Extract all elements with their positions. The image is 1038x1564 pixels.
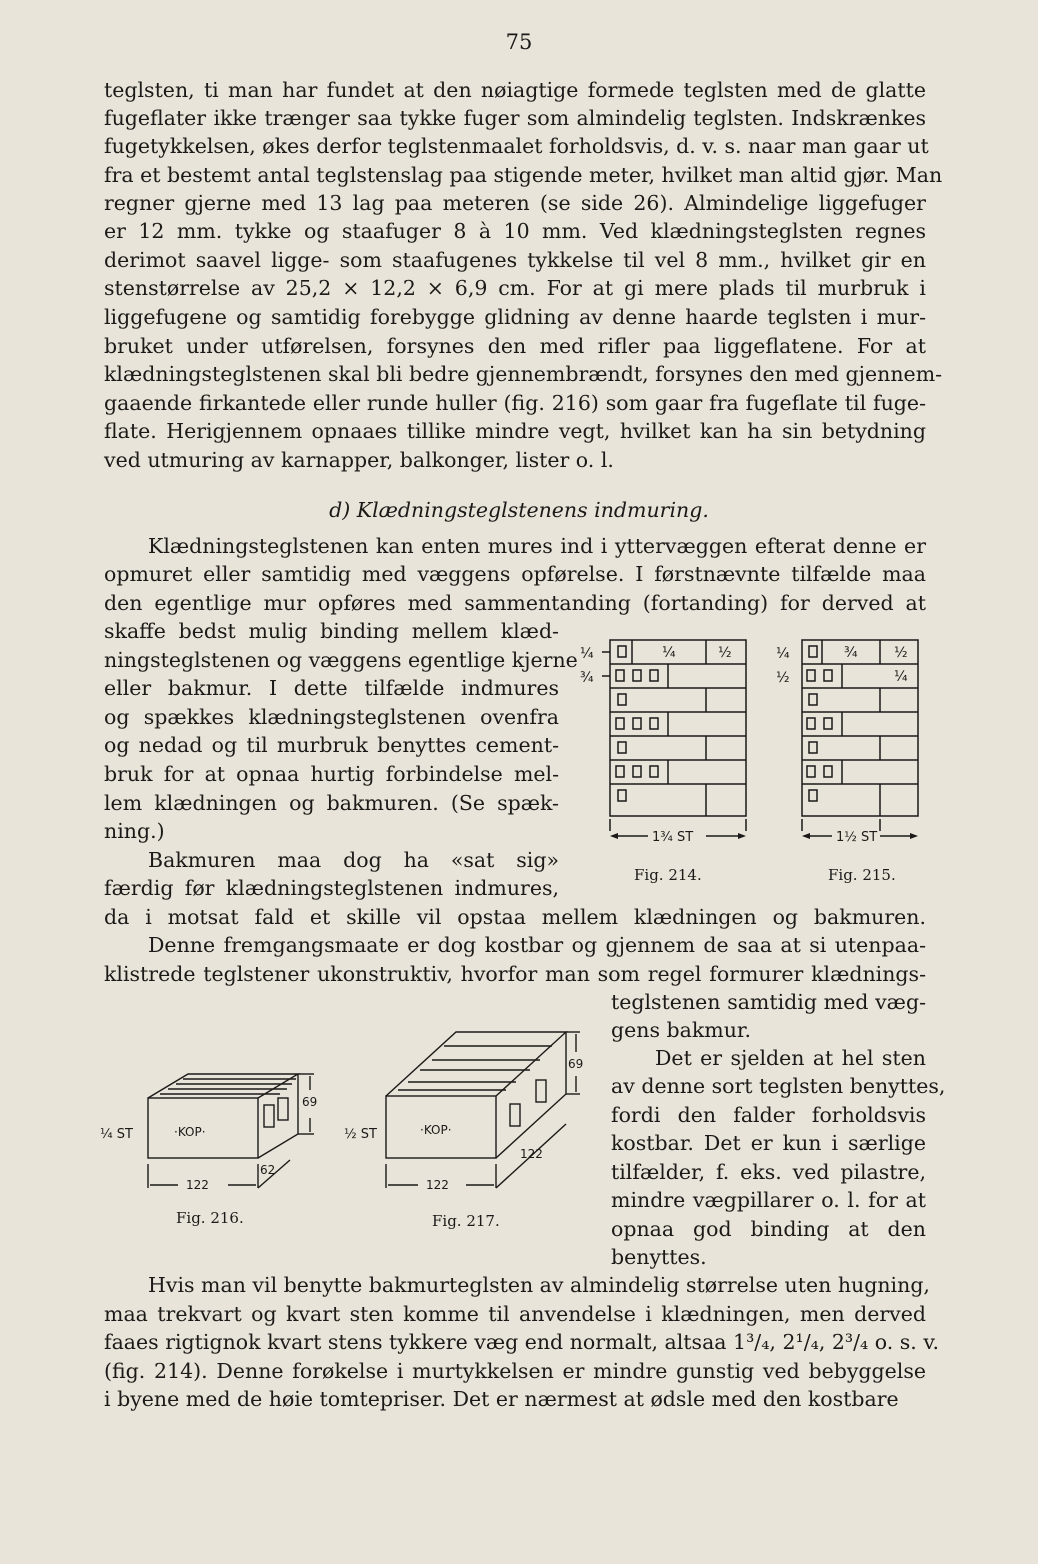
- fig217-height: 69: [568, 1057, 584, 1071]
- fig215-top-label-3: ¼: [894, 669, 908, 685]
- fig215-caption: Fig. 215.: [828, 866, 896, 884]
- text-line: av denne sort teglsten benyttes,: [611, 1074, 946, 1098]
- text-line: opnaa god binding at den: [611, 1217, 926, 1241]
- text-line: er 12 mm. tykke og staafuger 8 à 10 mm. Ved klædningsteglsten regnes: [104, 219, 926, 243]
- text-line: ved utmuring av karnapper, balkonger, lister o. l.: [104, 448, 614, 472]
- text-line: bruket under utførelsen, forsynes den med rifler paa liggeflatene. For at: [104, 334, 926, 358]
- fig217-side-label: ½ ST: [344, 1127, 377, 1142]
- figure-216: [100, 1060, 330, 1200]
- fig217-caption: Fig. 217.: [432, 1212, 500, 1230]
- text-line: opmuret eller samtidig med væggens opførelse. I førstnævnte tilfælde maa: [104, 562, 926, 586]
- text-line: da i motsat fald et skille vil opstaa mellem klædningen og bakmuren.: [104, 905, 926, 929]
- fig214-top-label-2: ½: [718, 645, 732, 661]
- text-line: teglstenen samtidig med væg-: [611, 990, 926, 1014]
- text-line: lem klædningen og bakmuren. (Se spæk-: [104, 791, 559, 815]
- text-line: skaffe bedst mulig binding mellem klæd-: [104, 619, 559, 643]
- fig216-caption: Fig. 216.: [176, 1209, 244, 1227]
- text-line: Hvis man vil benytte bakmurteglsten av almindelig størrelse uten hugning,: [148, 1273, 930, 1297]
- fig215-dimension: 1½ ST: [836, 830, 878, 845]
- text-line: og spækkes klædningsteglstenen ovenfra: [104, 705, 559, 729]
- fig214-caption: Fig. 214.: [634, 866, 702, 884]
- text-line: gaaende firkantede eller runde huller (fig. 216) som gaar fra fugeflate til fuge-: [104, 391, 926, 415]
- text-line: benyttes.: [611, 1245, 707, 1269]
- fig214-dimension: 1¾ ST: [652, 830, 694, 845]
- fig216-height: 69: [302, 1095, 318, 1109]
- text-line: kostbar. Det er kun i særlige: [611, 1131, 926, 1155]
- text-line: teglsten, ti man har fundet at den nøiagtige formede teglsten med de glatte: [104, 78, 926, 102]
- text-line: i byene med de høie tomtepriser. Det er nærmest at ødsle med den kostbare: [104, 1387, 899, 1411]
- figure-215: [774, 636, 924, 851]
- section-heading: d) Klædningsteglstenens indmuring.: [329, 498, 709, 522]
- fig215-top-label-2: ½: [894, 645, 908, 661]
- fig215-top-label-1: ¾: [844, 645, 858, 661]
- text-line: maa trekvart og kvart sten komme til anvendelse i klædningen, men derved: [104, 1302, 926, 1326]
- fig214-left-label-1: ¼: [580, 646, 594, 662]
- text-line: ning.): [104, 819, 165, 843]
- text-line: (fig. 214). Denne forøkelse i murtykkelsen er mindre gunstig ved bebyggelse: [104, 1359, 926, 1383]
- text-line: Det er sjelden at hel sten: [655, 1046, 926, 1070]
- figure-217: [340, 1024, 600, 1200]
- fig216-side-label: ¼ ST: [100, 1127, 133, 1142]
- fig217-depth: 122: [520, 1147, 543, 1161]
- text-line: fugetykkelsen, økes derfor teglstenmaalet forholdsvis, d. v. s. naar man gaar ut: [104, 134, 929, 158]
- text-line: stenstørrelse av 25,2 × 12,2 × 6,9 cm. For at gi mere plads til murbruk i: [104, 276, 926, 300]
- fig214-top-label-1: ¼: [662, 645, 676, 661]
- fig217-length: 122: [426, 1178, 449, 1192]
- text-line: tilfælder, f. eks. ved pilastre,: [611, 1160, 926, 1184]
- text-line: fordi den falder forholdsvis: [611, 1103, 926, 1127]
- fig216-depth: 62: [260, 1163, 276, 1177]
- text-line: ningsteglstenen og væggens egentlige kjerne: [104, 648, 578, 672]
- text-line: eller bakmur. I dette tilfælde indmures: [104, 676, 559, 700]
- text-line: regner gjerne med 13 lag paa meteren (se side 26). Almindelige liggefuger: [104, 191, 926, 215]
- fig217-face-label: ·KOP·: [420, 1123, 452, 1137]
- fig216-length: 122: [186, 1178, 209, 1192]
- text-line: Klædningsteglstenen kan enten mures ind i yttervæggen efterat denne er: [148, 534, 926, 558]
- text-line: mindre vægpillarer o. l. for at: [611, 1188, 926, 1212]
- text-line: klædningsteglstenen skal bli bedre gjennembrændt, forsynes den med gjennem-: [104, 362, 943, 386]
- fig215-left-label-2: ½: [776, 670, 790, 686]
- text-line: flate. Herigjennem opnaaes tillike mindre vegt, hvilket kan ha sin betydning: [104, 419, 926, 443]
- figure-214: [576, 636, 756, 851]
- text-line: færdig før klædningsteglstenen indmures,: [104, 876, 559, 900]
- text-line: bruk for at opnaa hurtig forbindelse mel-: [104, 762, 559, 786]
- text-line: fra et bestemt antal teglstenslag paa stigende meter, hvilket man altid gjør. Man: [104, 163, 943, 187]
- text-line: den egentlige mur opføres med sammentanding (fortanding) for derved at: [104, 591, 926, 615]
- text-line: liggefugene og samtidig forebygge glidning av denne haarde teglsten i mur-: [104, 305, 926, 329]
- text-line: Denne fremgangsmaate er dog kostbar og gjennem de saa at si utenpaa-: [148, 933, 926, 957]
- fig216-face-label: ·KOP·: [174, 1125, 206, 1139]
- text-line: fugeflater ikke trænger saa tykke fuger som almindelig teglsten. Indskrænkes: [104, 106, 926, 130]
- text-line: Bakmuren maa dog ha «sat sig»: [148, 848, 559, 872]
- text-line: faaes rigtignok kvart stens tykkere væg end normalt, altsaa 1³/₄, 2¹/₄, 2³/₄ o. s. v.: [104, 1330, 939, 1354]
- page-number: 75: [505, 30, 533, 54]
- text-line: klistrede teglstener ukonstruktiv, hvorfor man som regel formurer klædnings-: [104, 962, 926, 986]
- text-line: derimot saavel ligge- som staafugenes tykkelse til vel 8 mm., hvilket gir en: [104, 248, 926, 272]
- fig214-left-label-2: ¾: [580, 670, 594, 686]
- text-line: og nedad og til murbruk benyttes cement-: [104, 733, 559, 757]
- fig215-left-label-1: ¼: [776, 646, 790, 662]
- text-line: gens bakmur.: [611, 1018, 751, 1042]
